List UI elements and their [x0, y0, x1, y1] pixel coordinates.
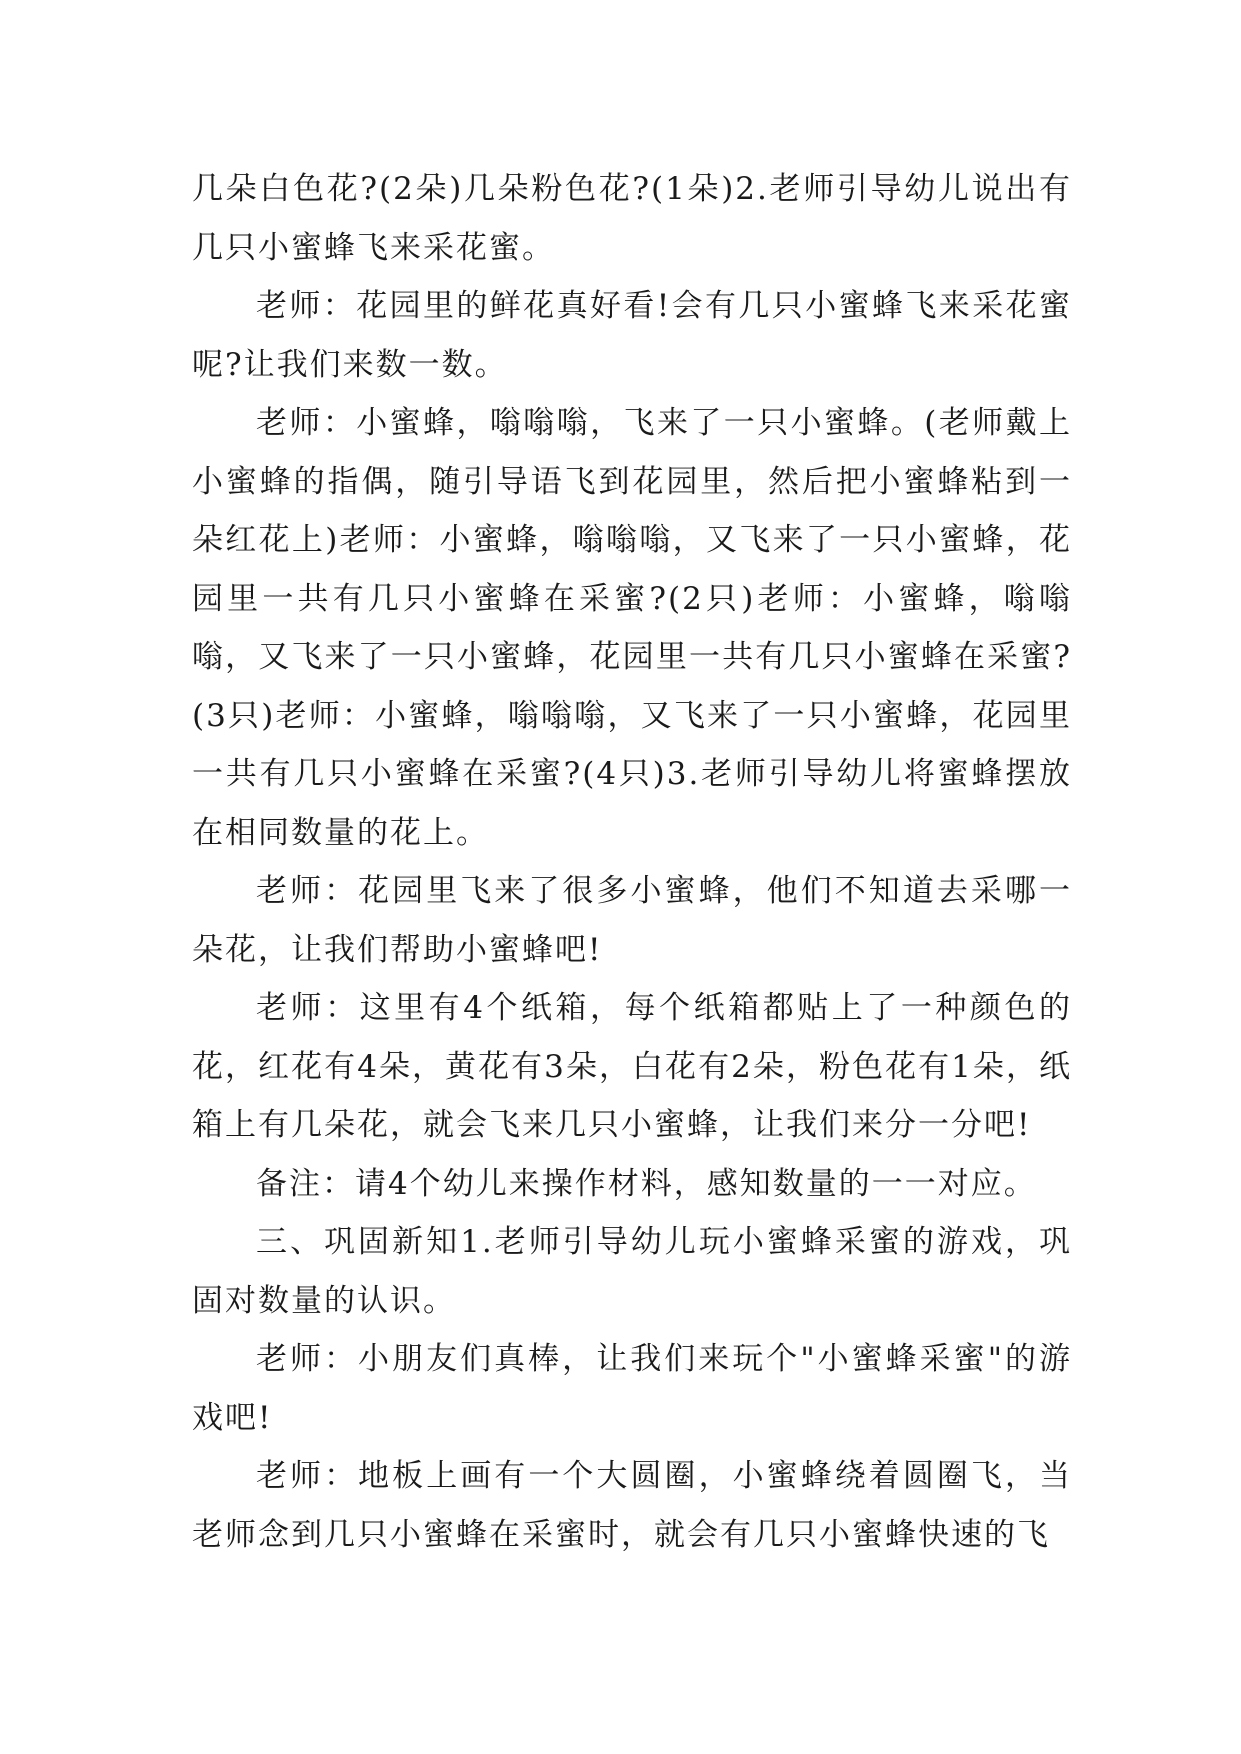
paragraph: 老师：地板上画有一个大圆圈，小蜜蜂绕着圆圈飞，当老师念到几只小蜜蜂在采蜜时，就会有几只小蜜蜂快速的飞	[192, 1458, 1072, 1553]
paragraph: 几朵白色花?(2朵)几朵粉色花?(1朵)2.老师引导幼儿说出有几只小蜜蜂飞来采花蜜。	[192, 171, 1072, 266]
paragraph: 三、巩固新知1.老师引导幼儿玩小蜜蜂采蜜的游戏，巩固对数量的认识。	[192, 1224, 1072, 1319]
paragraph: 老师：小蜜蜂，嗡嗡嗡，飞来了一只小蜜蜂。(老师戴上小蜜蜂的指偶，随引导语飞到花园里，然后把小蜜蜂粘到一朵红花上)老师：小蜜蜂，嗡嗡嗡，又飞来了一只小蜜蜂，花园里一共有几只小蜜蜂在采蜜?(2只)老师：小蜜蜂，嗡嗡嗡，又飞来了一只小蜜蜂，花园里一共有几只小蜜蜂在采蜜?(3只)老师：小蜜蜂，嗡嗡嗡，又飞来了一只小蜜蜂，花园里一共有几只小蜜蜂在采蜜?(4只)3.老师引导幼儿将蜜蜂摆放在相同数量的花上。	[192, 405, 1072, 851]
document-page	[192, 160, 1072, 1564]
paragraph: 备注：请4个幼儿来操作材料，感知数量的一一对应。	[256, 1165, 1037, 1202]
paragraph: 老师：小朋友们真棒，让我们来玩个"小蜜蜂采蜜"的游戏吧!	[192, 1341, 1072, 1436]
paragraph: 老师：这里有4个纸箱，每个纸箱都贴上了一种颜色的花，红花有4朵，黄花有3朵，白花有2朵，粉色花有1朵，纸箱上有几朵花，就会飞来几只小蜜蜂，让我们来分一分吧!	[192, 990, 1072, 1143]
paragraph: 老师：花园里的鲜花真好看!会有几只小蜜蜂飞来采花蜜呢?让我们来数一数。	[192, 288, 1072, 383]
paragraph: 老师：花园里飞来了很多小蜜蜂，他们不知道去采哪一朵花，让我们帮助小蜜蜂吧!	[192, 873, 1072, 968]
